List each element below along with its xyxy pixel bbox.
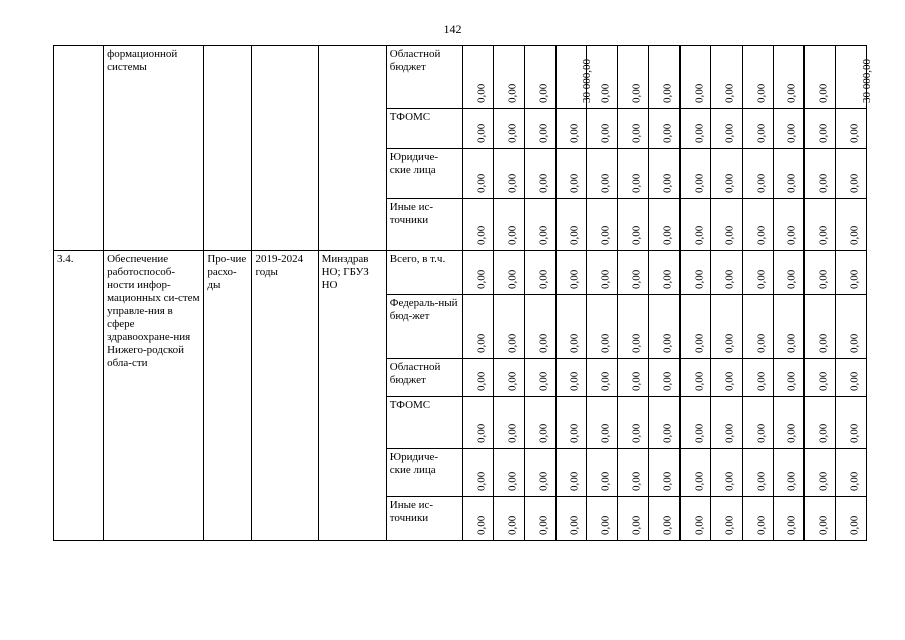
value-text: 0,00 xyxy=(817,333,830,353)
value-text: 0,00 xyxy=(475,371,488,391)
funding-source-cell: ТФОМС xyxy=(386,397,462,449)
value-cell xyxy=(587,109,618,149)
value-cell xyxy=(649,497,680,541)
value-text: 0,00 xyxy=(848,173,861,193)
value-cell xyxy=(835,497,866,541)
value-cell xyxy=(773,109,804,149)
value-cell xyxy=(680,449,711,497)
value-cell xyxy=(649,109,680,149)
value-text: 0,00 xyxy=(724,471,737,491)
value-cell xyxy=(618,46,649,109)
value-cell xyxy=(680,295,711,359)
value-text: 0,00 xyxy=(661,269,674,289)
value-text: 0,00 xyxy=(817,515,830,535)
value-cell xyxy=(680,359,711,397)
value-text: 0,00 xyxy=(785,123,798,143)
value-text: 0,00 xyxy=(630,83,643,103)
value-text: 0,00 xyxy=(848,423,861,443)
value-text: 0,00 xyxy=(661,471,674,491)
value-cell xyxy=(556,449,587,497)
value-text: 0,00 xyxy=(569,269,582,289)
value-cell xyxy=(835,109,866,149)
value-cell xyxy=(494,295,525,359)
value-text: 0,00 xyxy=(817,225,830,245)
value-cell xyxy=(462,109,493,149)
value-text: 0,00 xyxy=(506,333,519,353)
value-text: 0,00 xyxy=(661,515,674,535)
funding-source-cell: Областной бюджет xyxy=(386,359,462,397)
value-text: 0,00 xyxy=(724,83,737,103)
value-cell xyxy=(649,359,680,397)
value-cell xyxy=(773,295,804,359)
value-text: 30 000,00 xyxy=(581,59,594,103)
value-text: 0,00 xyxy=(569,515,582,535)
value-cell xyxy=(462,397,493,449)
value-text: 0,00 xyxy=(475,123,488,143)
value-text: 0,00 xyxy=(693,173,706,193)
value-cell xyxy=(618,295,649,359)
value-text: 0,00 xyxy=(785,333,798,353)
value-text: 0,00 xyxy=(755,423,768,443)
value-cell xyxy=(835,359,866,397)
value-text: 0,00 xyxy=(506,83,519,103)
value-text: 0,00 xyxy=(569,371,582,391)
value-text: 0,00 xyxy=(537,471,550,491)
value-cell xyxy=(462,497,493,541)
value-text: 0,00 xyxy=(506,123,519,143)
value-cell xyxy=(835,199,866,251)
value-cell xyxy=(494,46,525,109)
value-cell xyxy=(773,46,804,109)
value-text: 0,00 xyxy=(537,371,550,391)
value-text: 0,00 xyxy=(785,471,798,491)
value-text: 0,00 xyxy=(848,371,861,391)
value-cell xyxy=(618,449,649,497)
value-text: 0,00 xyxy=(848,269,861,289)
value-cell xyxy=(649,295,680,359)
value-text: 0,00 xyxy=(755,471,768,491)
value-text: 0,00 xyxy=(661,333,674,353)
value-text: 0,00 xyxy=(537,269,550,289)
value-text: 0,00 xyxy=(599,371,612,391)
value-cell xyxy=(525,109,556,149)
value-text: 0,00 xyxy=(569,471,582,491)
value-cell xyxy=(649,149,680,199)
value-text: 0,00 xyxy=(599,173,612,193)
value-text: 0,00 xyxy=(599,225,612,245)
value-text: 0,00 xyxy=(848,123,861,143)
value-cell xyxy=(680,149,711,199)
item-number-cell: 3.4. xyxy=(54,251,104,541)
value-text: 0,00 xyxy=(693,123,706,143)
value-cell xyxy=(649,397,680,449)
value-cell xyxy=(711,199,742,251)
value-text: 0,00 xyxy=(537,83,550,103)
value-text: 0,00 xyxy=(724,371,737,391)
value-cell xyxy=(804,397,835,449)
value-cell xyxy=(711,251,742,295)
value-cell xyxy=(711,295,742,359)
value-text: 0,00 xyxy=(817,371,830,391)
value-cell xyxy=(525,295,556,359)
budget-table-body xyxy=(54,46,873,541)
value-text: 0,00 xyxy=(630,423,643,443)
value-cell xyxy=(525,397,556,449)
value-text: 30 000,00 xyxy=(860,59,873,103)
value-cell xyxy=(649,46,680,109)
value-cell xyxy=(462,199,493,251)
value-cell xyxy=(587,149,618,199)
funding-source-cell: Федераль-ный бюд-жет xyxy=(386,295,462,359)
value-text: 0,00 xyxy=(661,371,674,391)
value-text: 0,00 xyxy=(475,83,488,103)
value-cell xyxy=(587,251,618,295)
value-cell xyxy=(556,295,587,359)
value-cell xyxy=(804,149,835,199)
value-cell xyxy=(494,199,525,251)
value-text: 0,00 xyxy=(755,515,768,535)
value-text: 0,00 xyxy=(475,173,488,193)
value-text: 0,00 xyxy=(630,173,643,193)
value-text: 0,00 xyxy=(599,123,612,143)
value-cell xyxy=(587,46,618,109)
value-cell xyxy=(773,359,804,397)
value-text: 0,00 xyxy=(537,423,550,443)
value-cell xyxy=(494,449,525,497)
value-text: 0,00 xyxy=(755,123,768,143)
funding-source-cell: Юридиче-ские лица xyxy=(386,149,462,199)
funding-source-cell: Иные ис-точники xyxy=(386,497,462,541)
value-text: 0,00 xyxy=(569,423,582,443)
value-cell xyxy=(742,295,773,359)
value-text: 0,00 xyxy=(817,83,830,103)
funding-source-cell: Областной бюджет xyxy=(386,46,462,109)
value-cell xyxy=(773,497,804,541)
value-text: 0,00 xyxy=(661,83,674,103)
value-text: 0,00 xyxy=(599,333,612,353)
value-cell xyxy=(556,397,587,449)
value-text: 0,00 xyxy=(475,423,488,443)
value-text: 0,00 xyxy=(693,471,706,491)
value-text: 0,00 xyxy=(724,333,737,353)
value-cell xyxy=(494,251,525,295)
value-text: 0,00 xyxy=(785,515,798,535)
value-text: 0,00 xyxy=(693,225,706,245)
value-cell xyxy=(804,199,835,251)
value-cell xyxy=(742,397,773,449)
value-cell xyxy=(556,497,587,541)
value-cell xyxy=(835,149,866,199)
value-cell xyxy=(494,359,525,397)
value-cell xyxy=(494,109,525,149)
value-text: 0,00 xyxy=(537,173,550,193)
value-cell xyxy=(804,359,835,397)
value-text: 0,00 xyxy=(599,83,612,103)
value-text: 0,00 xyxy=(630,333,643,353)
value-text: 0,00 xyxy=(848,515,861,535)
value-cell xyxy=(556,251,587,295)
value-cell xyxy=(525,449,556,497)
value-text: 0,00 xyxy=(693,83,706,103)
value-text: 0,00 xyxy=(475,269,488,289)
funding-source-cell: Всего, в т.ч. xyxy=(386,251,462,295)
executor-cell: Минздрав НО; ГБУЗ НО xyxy=(318,251,386,541)
value-cell xyxy=(742,359,773,397)
value-text: 0,00 xyxy=(785,371,798,391)
value-cell xyxy=(525,46,556,109)
value-text: 0,00 xyxy=(599,269,612,289)
table-row xyxy=(54,251,867,295)
value-text: 0,00 xyxy=(817,471,830,491)
value-cell xyxy=(525,251,556,295)
value-cell xyxy=(804,251,835,295)
value-cell xyxy=(462,295,493,359)
value-text: 0,00 xyxy=(755,173,768,193)
value-text: 0,00 xyxy=(755,225,768,245)
value-cell xyxy=(618,251,649,295)
value-text: 0,00 xyxy=(785,173,798,193)
value-cell xyxy=(773,251,804,295)
value-text: 0,00 xyxy=(755,83,768,103)
value-cell xyxy=(711,497,742,541)
value-cell xyxy=(462,251,493,295)
value-text: 0,00 xyxy=(475,333,488,353)
value-cell xyxy=(835,295,866,359)
period-cell: 2019-2024 годы xyxy=(252,251,318,541)
value-cell xyxy=(835,449,866,497)
value-cell xyxy=(587,397,618,449)
value-cell xyxy=(556,199,587,251)
value-text: 0,00 xyxy=(755,371,768,391)
value-text: 0,00 xyxy=(724,515,737,535)
value-text: 0,00 xyxy=(475,225,488,245)
value-text: 0,00 xyxy=(537,123,550,143)
value-cell xyxy=(587,199,618,251)
expense-type-cell xyxy=(204,46,252,251)
value-text: 0,00 xyxy=(848,333,861,353)
value-cell xyxy=(680,251,711,295)
value-cell xyxy=(587,295,618,359)
value-cell xyxy=(835,397,866,449)
value-cell xyxy=(618,397,649,449)
value-cell xyxy=(835,251,866,295)
value-cell xyxy=(773,397,804,449)
value-text: 0,00 xyxy=(755,269,768,289)
value-cell xyxy=(742,149,773,199)
funding-source-cell: Юридиче-ские лица xyxy=(386,449,462,497)
budget-table xyxy=(53,45,873,541)
value-text: 0,00 xyxy=(506,173,519,193)
value-cell xyxy=(525,149,556,199)
value-cell xyxy=(804,497,835,541)
value-cell xyxy=(556,109,587,149)
value-cell xyxy=(462,359,493,397)
value-cell xyxy=(618,497,649,541)
value-cell xyxy=(587,359,618,397)
value-text: 0,00 xyxy=(693,269,706,289)
value-cell xyxy=(462,46,493,109)
value-text: 0,00 xyxy=(693,515,706,535)
value-cell xyxy=(711,109,742,149)
value-cell xyxy=(835,46,873,109)
value-text: 0,00 xyxy=(785,423,798,443)
value-text: 0,00 xyxy=(724,123,737,143)
value-cell xyxy=(462,449,493,497)
value-cell xyxy=(618,359,649,397)
value-cell xyxy=(742,46,773,109)
value-text: 0,00 xyxy=(661,173,674,193)
value-cell xyxy=(711,397,742,449)
value-text: 0,00 xyxy=(537,515,550,535)
value-cell xyxy=(711,449,742,497)
value-cell xyxy=(773,149,804,199)
value-cell xyxy=(773,449,804,497)
expense-type-cell: Про-чие расхо-ды xyxy=(204,251,252,541)
value-text: 0,00 xyxy=(724,269,737,289)
value-cell xyxy=(649,199,680,251)
value-text: 0,00 xyxy=(785,269,798,289)
value-cell xyxy=(711,149,742,199)
value-cell xyxy=(680,497,711,541)
value-text: 0,00 xyxy=(630,471,643,491)
value-text: 0,00 xyxy=(506,423,519,443)
value-text: 0,00 xyxy=(569,123,582,143)
value-cell xyxy=(618,109,649,149)
value-text: 0,00 xyxy=(693,371,706,391)
value-text: 0,00 xyxy=(817,423,830,443)
value-cell xyxy=(680,199,711,251)
item-name-cell: Обеспечение работоспособ-ности инфор-мационных си-стем управле-ния в сфере здравоохране-ния Нижего-родской обла-сти xyxy=(104,251,204,541)
value-cell xyxy=(711,46,742,109)
value-cell xyxy=(804,295,835,359)
value-text: 0,00 xyxy=(537,225,550,245)
value-text: 0,00 xyxy=(755,333,768,353)
value-text: 0,00 xyxy=(506,269,519,289)
value-text: 0,00 xyxy=(848,471,861,491)
value-cell xyxy=(804,449,835,497)
value-cell xyxy=(680,46,711,109)
value-cell xyxy=(742,497,773,541)
value-text: 0,00 xyxy=(506,225,519,245)
value-text: 0,00 xyxy=(724,225,737,245)
value-cell xyxy=(587,497,618,541)
value-text: 0,00 xyxy=(661,423,674,443)
value-text: 0,00 xyxy=(630,123,643,143)
value-cell xyxy=(804,109,835,149)
value-text: 0,00 xyxy=(848,225,861,245)
value-text: 0,00 xyxy=(475,471,488,491)
value-cell xyxy=(525,199,556,251)
value-text: 0,00 xyxy=(630,225,643,245)
value-cell xyxy=(462,149,493,199)
value-cell xyxy=(494,497,525,541)
item-name-cell: формационной системы xyxy=(104,46,204,251)
value-text: 0,00 xyxy=(817,123,830,143)
value-text: 0,00 xyxy=(506,471,519,491)
funding-source-cell: Иные ис-точники xyxy=(386,199,462,251)
value-cell xyxy=(494,397,525,449)
value-text: 0,00 xyxy=(599,423,612,443)
value-text: 0,00 xyxy=(693,333,706,353)
value-cell xyxy=(711,359,742,397)
value-text: 0,00 xyxy=(599,471,612,491)
value-cell xyxy=(494,149,525,199)
value-text: 0,00 xyxy=(506,371,519,391)
value-cell xyxy=(525,497,556,541)
value-cell xyxy=(525,359,556,397)
value-cell xyxy=(618,149,649,199)
value-cell xyxy=(649,449,680,497)
executor-cell xyxy=(318,46,386,251)
value-text: 0,00 xyxy=(724,423,737,443)
value-cell xyxy=(680,109,711,149)
page-number: 142 xyxy=(443,22,462,36)
value-text: 0,00 xyxy=(569,333,582,353)
value-cell xyxy=(742,449,773,497)
value-text: 0,00 xyxy=(537,333,550,353)
value-cell xyxy=(556,149,587,199)
value-cell xyxy=(556,46,594,109)
value-text: 0,00 xyxy=(661,123,674,143)
value-cell xyxy=(773,199,804,251)
value-text: 0,00 xyxy=(661,225,674,245)
value-cell xyxy=(587,449,618,497)
funding-source-cell: ТФОМС xyxy=(386,109,462,149)
value-cell xyxy=(742,251,773,295)
value-text: 0,00 xyxy=(599,515,612,535)
table-row xyxy=(54,46,867,109)
value-text: 0,00 xyxy=(569,173,582,193)
value-cell xyxy=(556,359,587,397)
value-text: 0,00 xyxy=(785,83,798,103)
value-text: 0,00 xyxy=(475,515,488,535)
value-cell xyxy=(649,251,680,295)
period-cell xyxy=(252,46,318,251)
value-cell xyxy=(618,199,649,251)
value-cell xyxy=(804,46,835,109)
value-text: 0,00 xyxy=(569,225,582,245)
value-text: 0,00 xyxy=(817,269,830,289)
item-number-cell xyxy=(54,46,104,251)
value-text: 0,00 xyxy=(693,423,706,443)
value-text: 0,00 xyxy=(724,173,737,193)
value-text: 0,00 xyxy=(817,173,830,193)
value-text: 0,00 xyxy=(630,269,643,289)
value-text: 0,00 xyxy=(630,371,643,391)
value-text: 0,00 xyxy=(506,515,519,535)
value-text: 0,00 xyxy=(630,515,643,535)
value-cell xyxy=(742,109,773,149)
value-text: 0,00 xyxy=(785,225,798,245)
value-cell xyxy=(742,199,773,251)
value-cell xyxy=(680,397,711,449)
